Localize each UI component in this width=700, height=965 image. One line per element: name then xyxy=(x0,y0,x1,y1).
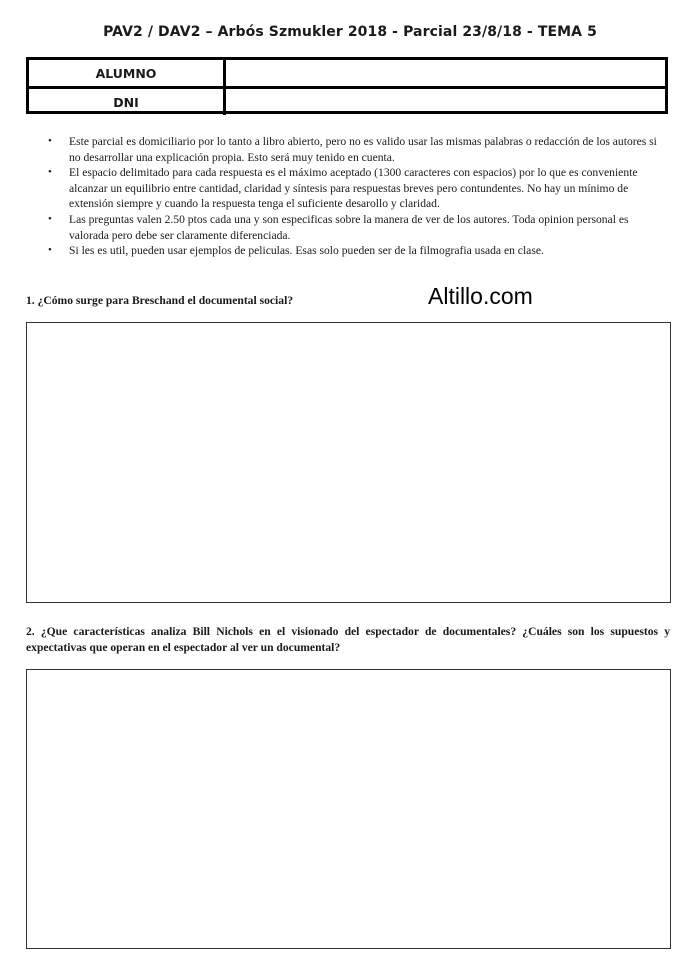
instruction-item xyxy=(48,243,668,259)
instruction-text: El espacio delimitado para cada respuesta es el máximo aceptado (1300 caracteres con espacios) por lo que es conveniente alcanzar un equilibrio entre cantidad, claridad y síntesis para respuestas breves pero contundentes. No hay un mínimo de extensión siempre y cuando la respuesta tenga el suficiente desarollo y claridad. xyxy=(69,166,638,211)
question-2: 2. ¿Que características analiza Bill Nichols en el visionado del espectador de documentales? ¿Cuáles son los supuestos y expectativas que operan en el espectador al ver un documental? xyxy=(26,625,670,654)
student-id-table xyxy=(26,57,668,114)
dni-field[interactable] xyxy=(226,89,665,115)
instruction-text: Las preguntas valen 2.50 ptos cada una y son especificas sobre la manera de ver de los autores. Toda opinion personal es valorada pero debe ser claramente diferenciada. xyxy=(69,212,629,242)
instruction-item xyxy=(48,134,668,165)
answer-box-1[interactable] xyxy=(26,322,671,603)
id-row-dni xyxy=(29,86,665,115)
watermark: Altillo.com xyxy=(428,283,533,309)
instruction-text: Este parcial es domiciliario por lo tanto a libro abierto, pero no es valido usar las mismas palabras o redacción de los autores si no desarrollar una explicación propia. Esto será muy tenido en cuenta. xyxy=(69,135,657,164)
instruction-item xyxy=(48,212,668,243)
bullet-icon: • xyxy=(48,135,52,147)
answer-box-2[interactable] xyxy=(26,669,671,949)
alumno-field[interactable] xyxy=(226,60,665,86)
bullet-icon: • xyxy=(48,166,52,179)
id-row-alumno xyxy=(29,60,665,86)
instruction-item xyxy=(48,165,668,212)
question-1: 1. ¿Cómo surge para Breschand el documental social? xyxy=(26,294,294,307)
alumno-label: ALUMNO xyxy=(29,60,226,86)
instruction-text: Si les es util, pueden usar ejemplos de peliculas. Esas solo pueden ser de la filmografia usada en clase. xyxy=(69,244,544,258)
bullet-icon: • xyxy=(48,212,52,225)
instructions-list xyxy=(48,134,668,259)
bullet-icon: • xyxy=(48,244,52,257)
dni-label: DNI xyxy=(29,89,226,115)
page-title: PAV2 / DAV2 – Arbós Szmukler 2018 - Parcial 23/8/18 - TEMA 5 xyxy=(103,24,597,40)
